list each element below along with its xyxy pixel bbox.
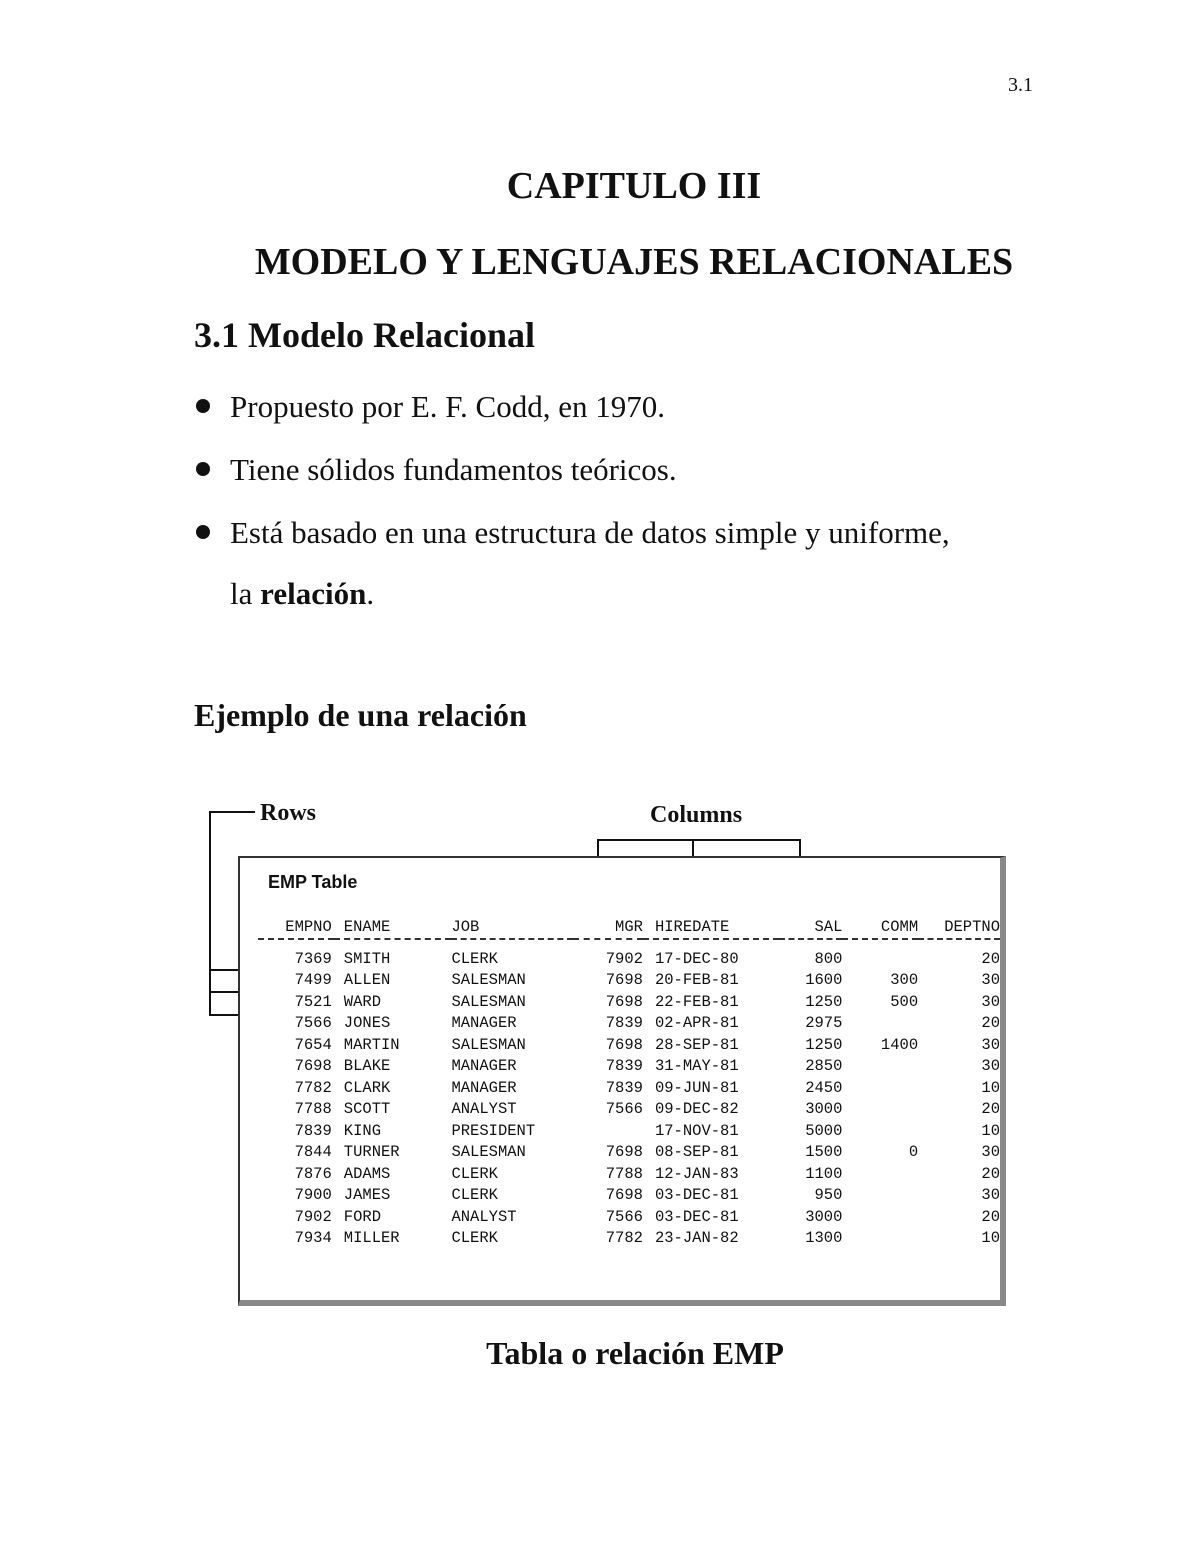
emp-table (258, 918, 1000, 1249)
cell-sal: 3000 (805, 1100, 843, 1119)
section-heading: 3.1 Modelo Relacional (194, 315, 535, 355)
bullet-item (194, 451, 1094, 488)
cell-deptno: 30 (981, 1186, 1000, 1205)
bullet-text: Tiene sólidos fundamentos teóricos. (230, 452, 677, 487)
cell-hiredate: 31-MAY-81 (654, 1057, 739, 1076)
cell-sal: 800 (814, 949, 843, 968)
cell-deptno: 10 (981, 1121, 1000, 1140)
cell-comm (842, 1228, 918, 1250)
cell-mgr: 7698 (605, 1143, 643, 1162)
cell-deptno: 30 (981, 992, 1000, 1011)
cell-ename: JAMES (343, 1186, 391, 1205)
cell-ename: MARTIN (343, 1035, 400, 1054)
cell-hiredate: 17-DEC-80 (654, 949, 739, 968)
cell-job: CLERK (451, 949, 498, 968)
cell-job: MANAGER (451, 1078, 517, 1097)
cell-comm (842, 948, 918, 970)
bullet-dot-icon (196, 399, 210, 413)
cell-empno: 7788 (294, 1100, 332, 1119)
table-row (258, 1142, 1000, 1164)
figure-caption: Tabla o relación EMP (486, 1335, 784, 1371)
rows-label: Rows (260, 800, 317, 826)
cell-hiredate: 17-NOV-81 (654, 1121, 739, 1140)
cell-empno: 7521 (294, 992, 332, 1011)
example-heading: Ejemplo de una relación (194, 697, 527, 733)
cell-mgr: 7839 (605, 1014, 643, 1033)
cell-sal: 5000 (805, 1121, 843, 1140)
cell-deptno: 30 (981, 1143, 1000, 1162)
column-header-sal: SAL (779, 918, 843, 939)
chapter-title: CAPITULO III (506, 165, 762, 207)
cell-hiredate: 12-JAN-83 (654, 1164, 739, 1183)
cell-deptno: 30 (981, 1057, 1000, 1076)
bullet-item (194, 388, 1094, 425)
cell-empno: 7369 (294, 949, 332, 968)
table-header-row (258, 918, 1000, 939)
cell-sal: 1100 (805, 1164, 843, 1183)
cell-sal: 1500 (805, 1143, 843, 1162)
cell-mgr: 7902 (605, 949, 643, 968)
table-row (258, 1228, 1000, 1250)
cell-job: CLERK (451, 1186, 498, 1205)
cell-job: PRESIDENT (451, 1121, 536, 1140)
column-header-hiredate: HIREDATE (643, 918, 779, 939)
cell-sal: 950 (814, 1186, 843, 1205)
cell-ename: FORD (343, 1207, 382, 1226)
cell-job: SALESMAN (451, 1035, 526, 1054)
cell-mgr: 7839 (605, 1078, 643, 1097)
cell-mgr: 7698 (605, 1035, 643, 1054)
cell-mgr: 7698 (605, 971, 643, 990)
cell-sal: 2450 (805, 1078, 843, 1097)
cell-sal: 1250 (805, 1035, 843, 1054)
column-header-job: JOB (451, 918, 573, 939)
cell-sal: 1600 (805, 971, 843, 990)
cell-mgr: 7566 (605, 1100, 643, 1119)
bullet-bold-term: relación (260, 576, 367, 611)
column-header-deptno: DEPTNO (918, 918, 1000, 939)
cell-job: MANAGER (451, 1014, 517, 1033)
bullet-text-prefix: la (230, 576, 261, 611)
emp-table-title: EMP Table (268, 872, 358, 892)
cell-job: SALESMAN (451, 1143, 526, 1162)
cell-empno: 7839 (294, 1121, 332, 1140)
cell-hiredate: 08-SEP-81 (654, 1143, 739, 1162)
cell-job: MANAGER (451, 1057, 517, 1076)
table-row (258, 970, 1000, 992)
cell-empno: 7934 (294, 1229, 332, 1248)
cell-empno: 7902 (294, 1207, 332, 1226)
cell-job: ANALYST (451, 1100, 517, 1119)
cell-ename: CLARK (343, 1078, 391, 1097)
column-header-mgr: MGR (573, 918, 643, 939)
column-header-comm: COMM (842, 918, 918, 939)
cell-mgr: 7788 (605, 1164, 643, 1183)
cell-comm (842, 1056, 918, 1078)
cell-ename: WARD (343, 992, 382, 1011)
table-row (258, 1163, 1000, 1185)
columns-label: Columns (650, 802, 743, 828)
cell-hiredate: 28-SEP-81 (654, 1035, 739, 1054)
cell-ename: BLAKE (343, 1057, 391, 1076)
cell-hiredate: 20-FEB-81 (654, 971, 739, 990)
table-row (258, 1099, 1000, 1121)
table-row (258, 1013, 1000, 1035)
cell-deptno: 20 (981, 1164, 1000, 1183)
cell-comm (842, 1099, 918, 1121)
cell-sal: 1300 (805, 1229, 843, 1248)
cell-ename: SMITH (343, 949, 391, 968)
cell-mgr: 7698 (605, 1186, 643, 1205)
cell-empno: 7654 (294, 1035, 332, 1054)
cell-job: CLERK (451, 1164, 498, 1183)
cell-deptno: 10 (981, 1078, 1000, 1097)
cell-job: SALESMAN (451, 992, 526, 1011)
emp-table-panel (238, 856, 1006, 1306)
cell-comm: 300 (890, 971, 919, 990)
cell-deptno: 10 (981, 1229, 1000, 1248)
cell-comm: 0 (908, 1143, 919, 1162)
cell-hiredate: 03-DEC-81 (654, 1207, 739, 1226)
cell-deptno: 20 (981, 1207, 1000, 1226)
cell-ename: SCOTT (343, 1100, 391, 1119)
cell-comm: 1400 (880, 1035, 919, 1054)
cell-mgr: 7566 (605, 1207, 643, 1226)
bullet-continuation (230, 575, 1094, 612)
cell-ename: MILLER (343, 1229, 400, 1248)
bullet-text: Propuesto por E. F. Codd, en 1970. (230, 389, 665, 424)
cell-ename: TURNER (343, 1143, 400, 1162)
cell-deptno: 30 (981, 1035, 1000, 1054)
cell-sal: 3000 (805, 1207, 843, 1226)
cell-ename: JONES (343, 1014, 391, 1033)
cell-mgr: 7698 (605, 992, 643, 1011)
cell-comm (842, 1013, 918, 1035)
table-row (258, 1077, 1000, 1099)
cell-job: ANALYST (451, 1207, 517, 1226)
cell-hiredate: 22-FEB-81 (654, 992, 739, 1011)
cell-comm: 500 (890, 992, 919, 1011)
cell-empno: 7566 (294, 1014, 332, 1033)
cell-empno: 7844 (294, 1143, 332, 1162)
bullet-item (194, 514, 1094, 612)
emp-table-body (258, 948, 1000, 1249)
table-row (258, 1120, 1000, 1142)
column-header-empno: EMPNO (258, 918, 334, 939)
cell-deptno: 20 (981, 949, 1000, 968)
table-row (258, 1206, 1000, 1228)
cell-deptno: 20 (981, 1100, 1000, 1119)
emp-figure (200, 790, 1030, 1330)
chapter-subtitle: MODELO Y LENGUAJES RELACIONALES (254, 241, 1014, 283)
cell-comm (842, 1206, 918, 1228)
cell-sal: 2850 (805, 1057, 843, 1076)
cell-empno: 7876 (294, 1164, 332, 1183)
bullet-list (194, 388, 1094, 638)
cell-ename: KING (343, 1121, 382, 1140)
cell-sal: 1250 (805, 992, 843, 1011)
table-row (258, 1185, 1000, 1207)
cell-empno: 7499 (294, 971, 332, 990)
cell-deptno: 20 (981, 1014, 1000, 1033)
cell-empno: 7900 (294, 1186, 332, 1205)
column-header-ename: ENAME (334, 918, 452, 939)
cell-deptno: 30 (981, 971, 1000, 990)
cell-ename: ALLEN (343, 971, 391, 990)
cell-mgr: 7839 (605, 1057, 643, 1076)
cell-empno: 7698 (294, 1057, 332, 1076)
table-row (258, 1056, 1000, 1078)
cell-comm (842, 1185, 918, 1207)
bullet-dot-icon (196, 462, 210, 476)
table-row (258, 948, 1000, 970)
cell-hiredate: 09-JUN-81 (654, 1078, 739, 1097)
cell-sal: 2975 (805, 1014, 843, 1033)
bullet-text-suffix: . (366, 576, 375, 611)
cell-empno: 7782 (294, 1078, 332, 1097)
cell-mgr (573, 1120, 643, 1142)
table-row (258, 991, 1000, 1013)
cell-comm (842, 1077, 918, 1099)
table-row (258, 1034, 1000, 1056)
cell-job: SALESMAN (451, 971, 526, 990)
page-number: 3.1 (1008, 74, 1033, 96)
cell-ename: ADAMS (343, 1164, 391, 1183)
bullet-text: Está basado en una estructura de datos simple y uniforme, (230, 515, 950, 550)
cell-comm (842, 1120, 918, 1142)
cell-hiredate: 23-JAN-82 (654, 1229, 739, 1248)
cell-comm (842, 1163, 918, 1185)
cell-mgr: 7782 (605, 1229, 643, 1248)
bullet-dot-icon (196, 525, 210, 539)
cell-job: CLERK (451, 1229, 498, 1248)
cell-hiredate: 02-APR-81 (654, 1014, 739, 1033)
cell-hiredate: 03-DEC-81 (654, 1186, 739, 1205)
cell-hiredate: 09-DEC-82 (654, 1100, 739, 1119)
